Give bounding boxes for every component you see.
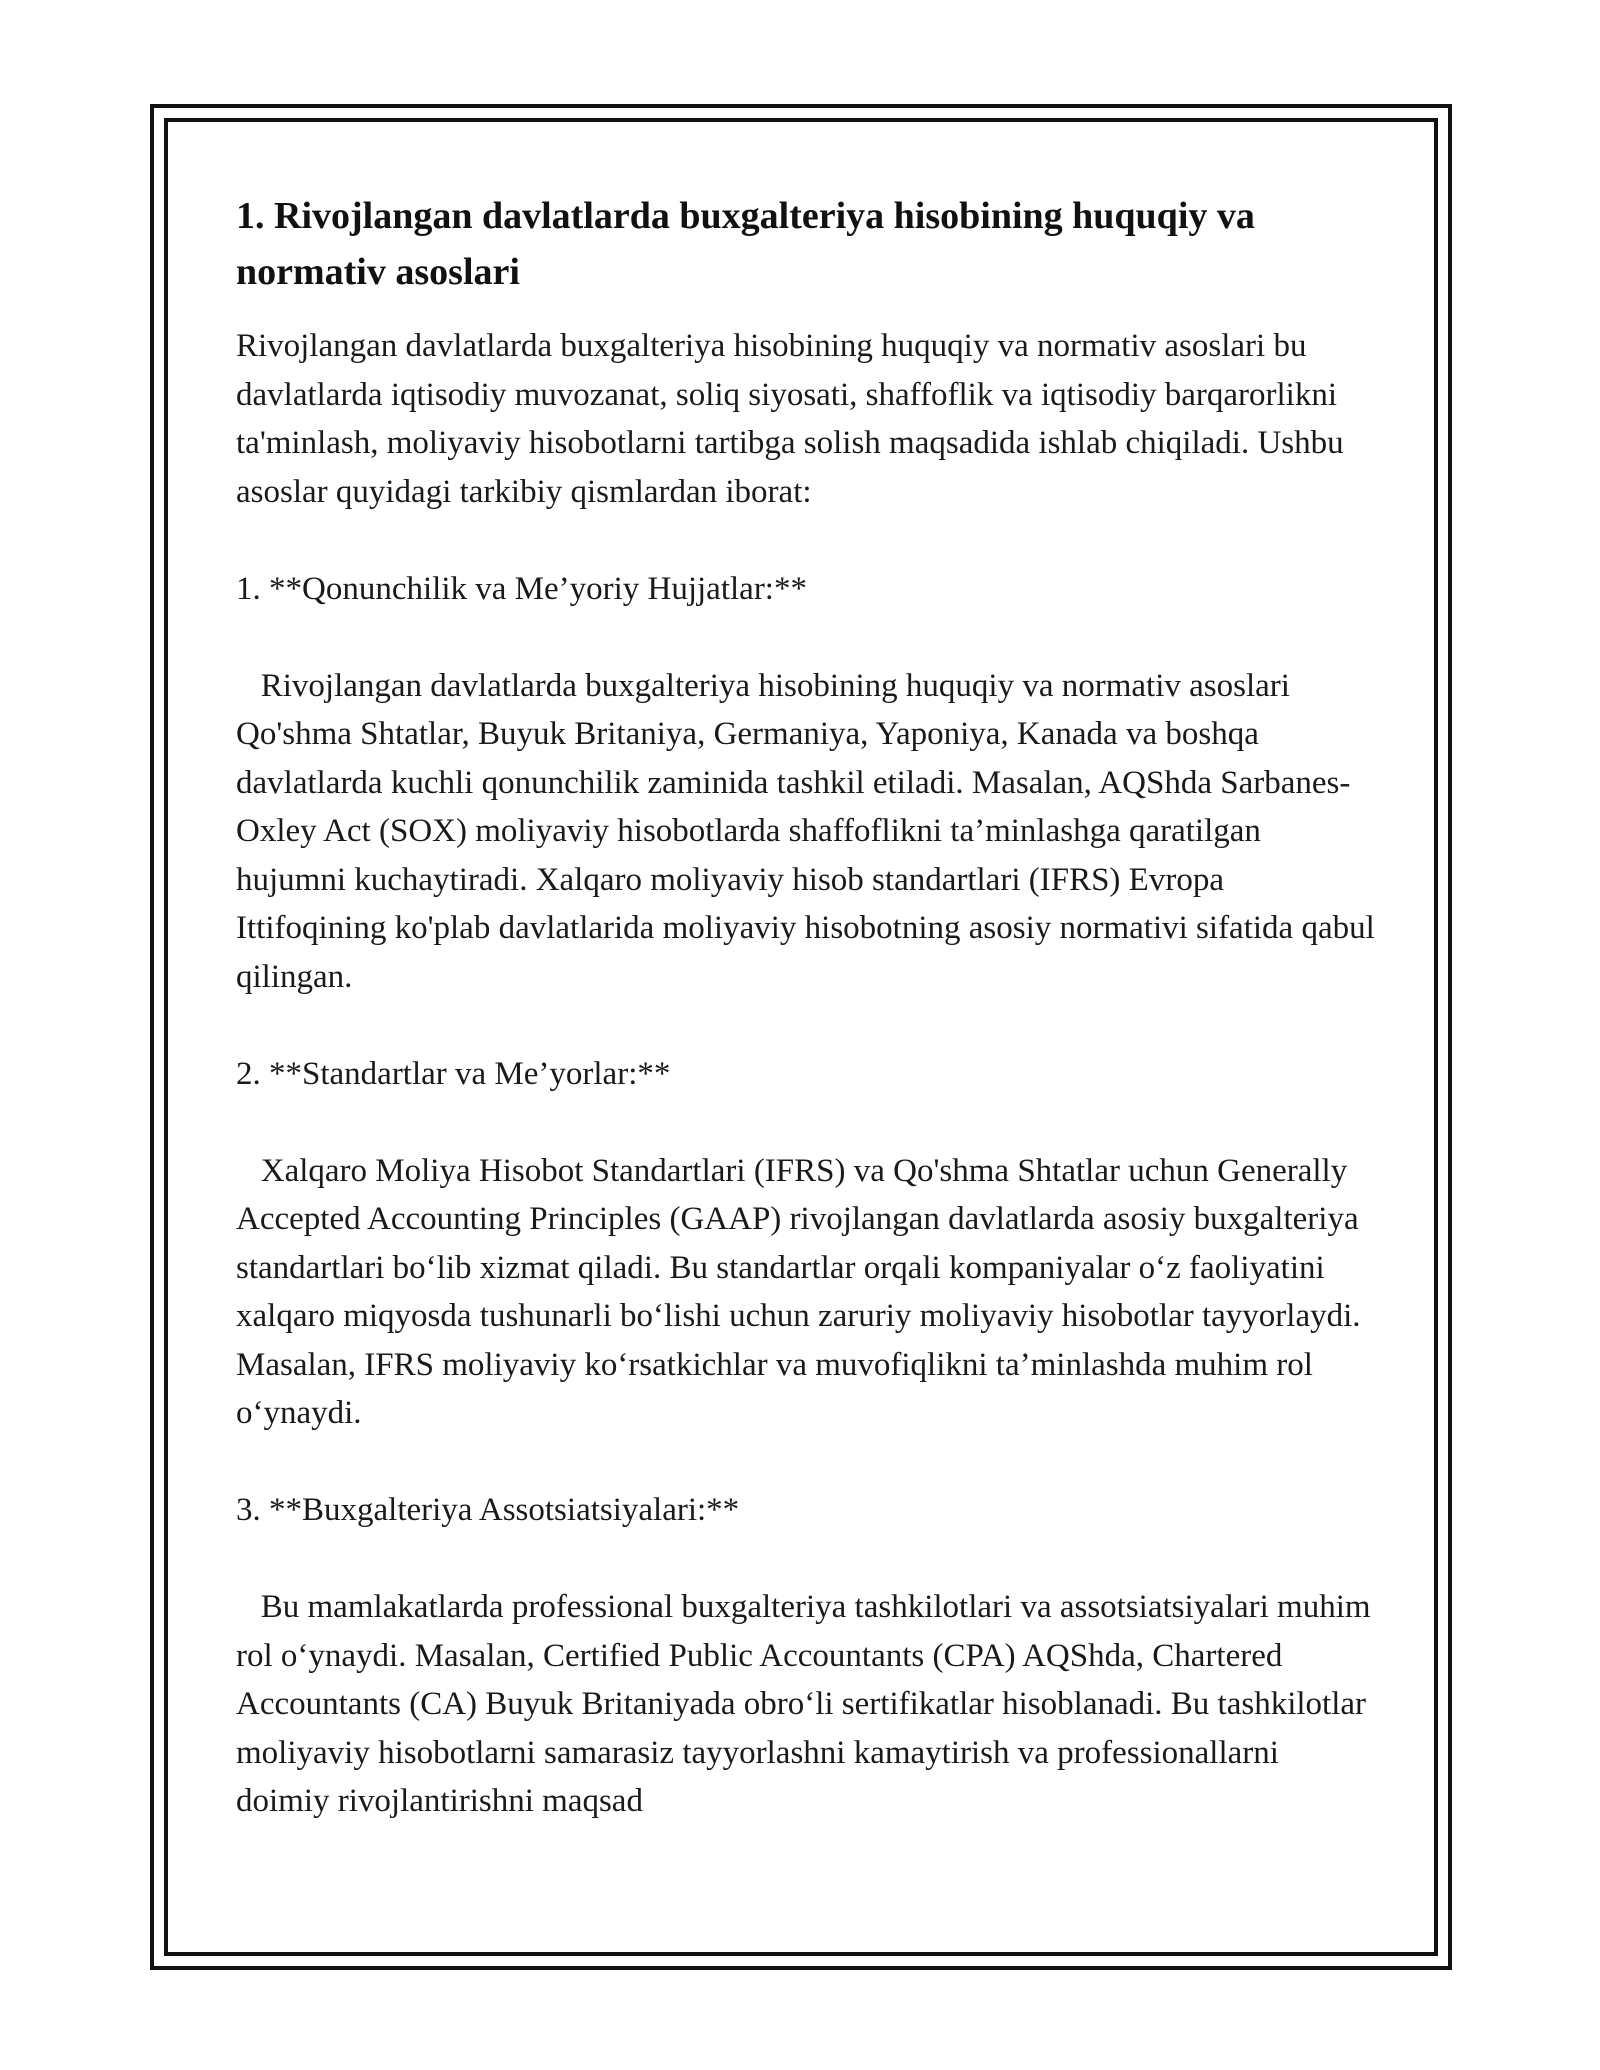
document-content <box>236 188 1384 1826</box>
document-title: 1. Rivojlangan davlatlarda buxgalteriya hisobining huquqiy va normativ asoslari <box>236 195 1255 293</box>
spacer <box>236 1001 1376 1050</box>
section-body: Rivojlangan davlatlarda buxgalteriya hisobining huquqiy va normativ asoslari Qo'shma Shtatlar, Buyuk Britaniya, Germaniya, Yaponiya, Kanada va boshqa davlatlarda kuchli qonunchilik zaminida tashkil etiladi. Masalan, AQShda Sarbanes-Oxley Act (SOX) moliyaviy hisobotlarda shaffoflikni ta’minlashga qaratilgan hujumni kuchaytiradi. Xalqaro moliyaviy hisob standartlari (IFRS) Evropa Ittifoqining ko'plab davlatlarida moliyaviy hisobotning asosiy normativi sifatida qabul qilingan. <box>236 667 1384 995</box>
spacer <box>236 1535 1376 1584</box>
spacer <box>236 516 1376 565</box>
spacer <box>236 613 1376 662</box>
intro-paragraph: Rivojlangan davlatlarda buxgalteriya hisobining huquqiy va normativ asoslari bu davlatlarda iqtisodiy muvozanat, soliq siyosati, shaffoflik va iqtisodiy barqarorlikni ta'minlash, moliyaviy hisobotlarni tartibga solish maqsadida ishlab chiqiladi. Ushbu asoslar quyidagi tarkibiy qismlardan iborat: <box>236 328 1352 510</box>
spacer <box>236 1098 1376 1147</box>
section-heading: 3. **Buxgalteriya Assotsiatsiyalari:** <box>236 1492 740 1528</box>
section-body: Bu mamlakatlarda professional buxgalteriya tashkilotlari va assotsiatsiyalari muhim rol o‘ynaydi. Masalan, Certified Public Accountants (CPA) AQShda, Chartered Accountants (CA) Buyuk Britaniyada obro‘li sertifikatlar hisoblanadi. Bu tashkilotlar moliyaviy hisobotlarni samarasiz tayyorlashni kamaytirish va professionallarni doimiy rivojlantirishni maqsad <box>236 1589 1379 1819</box>
section-heading: 2. **Standartlar va Me’yorlar:** <box>236 1055 671 1092</box>
spacer <box>236 1438 1376 1487</box>
section-heading: 1. **Qonunchilik va Me’yoriy Hujjatlar:** <box>236 570 807 607</box>
section-body: Xalqaro Moliya Hisobot Standartlari (IFRS) va Qo'shma Shtatlar uchun Generally Accepted Accounting Principles (GAAP) rivojlangan davlatlarda asosiy buxgalteriya standartlari bo‘lib xizmat qiladi. Bu standartlar orqali kompaniyalar o‘z faoliyatini xalqaro miqyosda tushunarli bo‘lishi uchun zaruriy moliyaviy hisobotlar tayyorlaydi. Masalan, IFRS moliyaviy ko‘rsatkichlar va muvofiqlikni ta’minlashda muhim rol o‘ynaydi. <box>236 1152 1369 1431</box>
